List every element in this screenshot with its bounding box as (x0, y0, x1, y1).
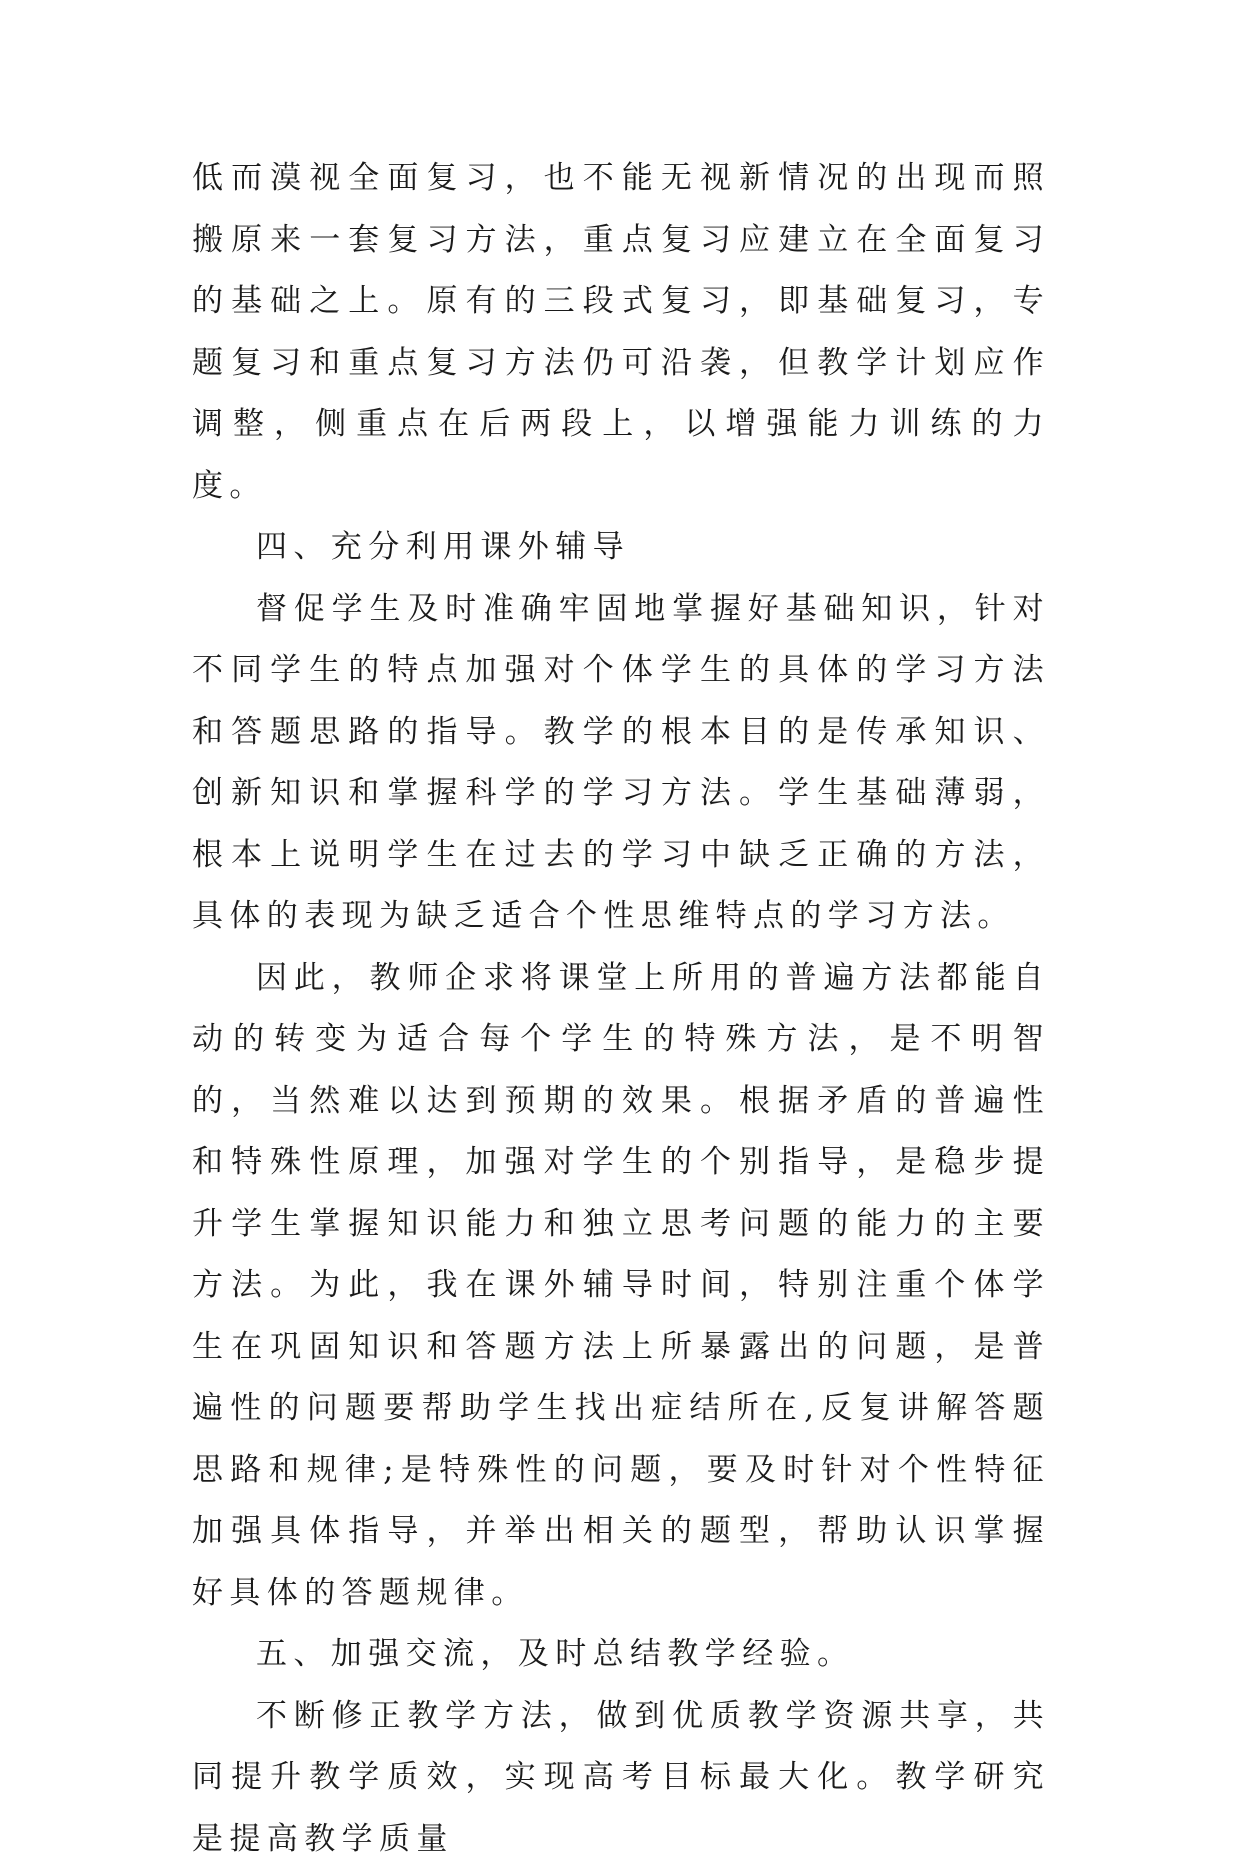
section-heading-four: 四、充分利用课外辅导 (192, 517, 1050, 579)
section-heading-five: 五、加强交流，及时总结教学经验。 (192, 1624, 1050, 1686)
paragraph-individual-guidance: 因此，教师企求将课堂上所用的普遍方法都能自动的转变为适合每个学生的特殊方法，是不明智的，当然难以达到预期的效果。根据矛盾的普遍性和特殊性原理，加强对学生的个别指导，是稳步提升学生掌握知识能力和独立思考问题的能力的主要方法。为此，我在课外辅导时间，特别注重个体学生在巩固知识和答题方法上所暴露出的问题，是普遍性的问题要帮助学生找出症结所在,反复讲解答题思路和规律;是特殊性的问题，要及时针对个性特征加强具体指导，并举出相关的题型，帮助认识掌握好具体的答题规律。 (192, 948, 1050, 1625)
document-body (192, 148, 1050, 1870)
paragraph-teaching-research: 不断修正教学方法，做到优质教学资源共享，共同提升教学质效，实现高考目标最大化。教学研究是提高教学质量 (192, 1686, 1050, 1870)
paragraph-continuation: 低而漠视全面复习，也不能无视新情况的出现而照搬原来一套复习方法，重点复习应建立在全面复习的基础之上。原有的三段式复习，即基础复习，专题复习和重点复习方法仍可沿袭，但教学计划应作调整，侧重点在后两段上，以增强能力训练的力度。 (192, 148, 1050, 517)
paragraph-tutoring: 督促学生及时准确牢固地掌握好基础知识，针对不同学生的特点加强对个体学生的具体的学习方法和答题思路的指导。教学的根本目的是传承知识、创新知识和掌握科学的学习方法。学生基础薄弱，根本上说明学生在过去的学习中缺乏正确的方法，具体的表现为缺乏适合个性思维特点的学习方法。 (192, 579, 1050, 948)
